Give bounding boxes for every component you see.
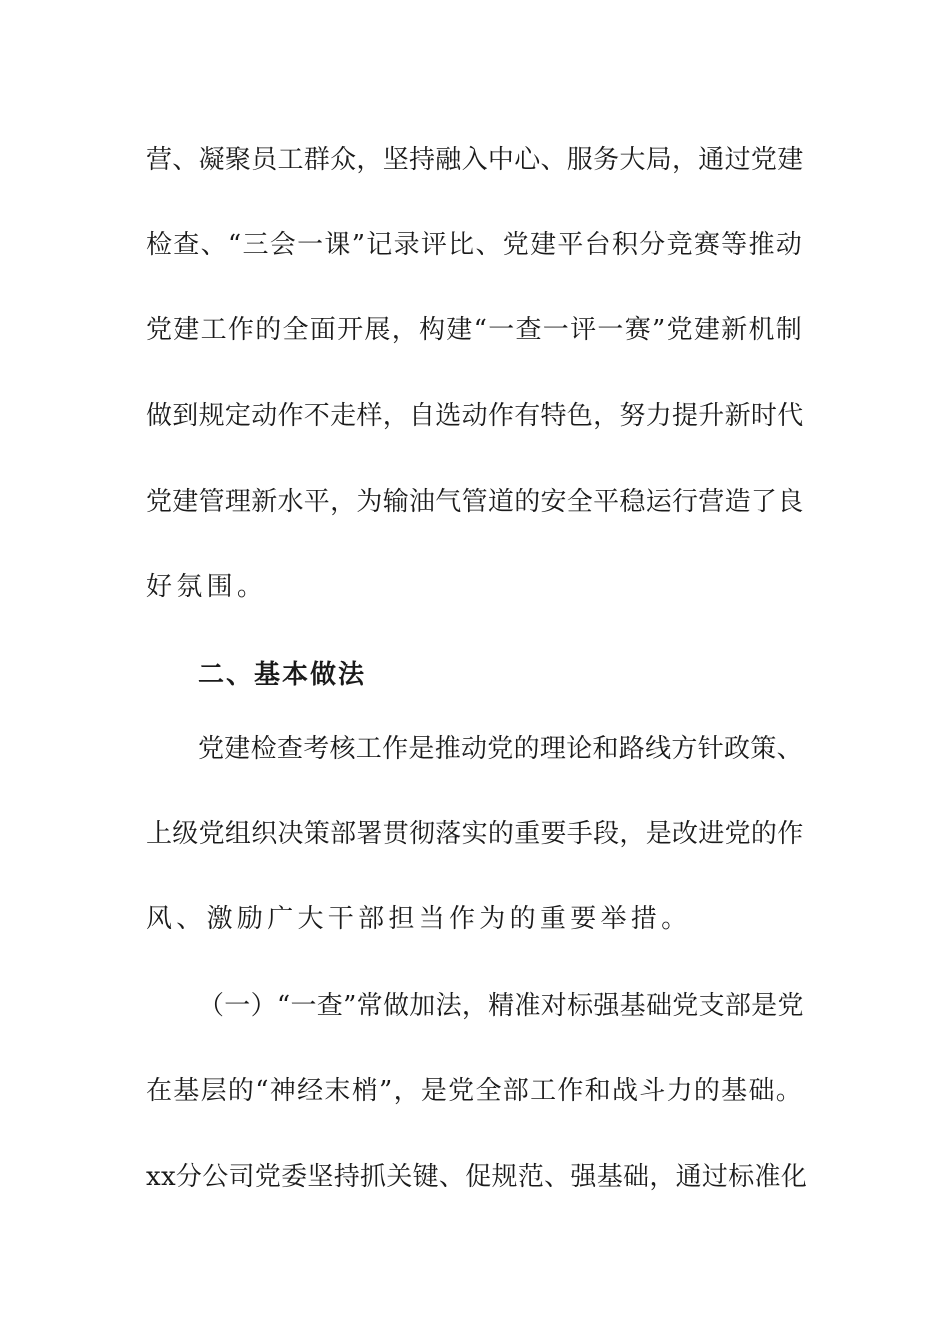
body-text-line: 党建管理新水平，为输油气管道的安全平稳运行营造了良 <box>146 487 804 517</box>
body-text-line: 风、激励广大干部担当作为的重要举措。 <box>146 904 692 934</box>
body-text-line: 好氛围。 <box>146 572 268 602</box>
section-heading: 二、基本做法 <box>198 660 367 690</box>
body-text-line: xx分公司党委坚持抓关键、促规范、强基础，通过标准化 <box>146 1162 808 1192</box>
body-text-line: 上级党组织决策部署贯彻落实的重要手段，是改进党的作 <box>146 819 804 849</box>
body-text-line: 营、凝聚员工群众，坚持融入中心、服务大局，通过党建 <box>146 145 804 175</box>
body-text-line: 检查、“三会一课”记录评比、党建平台积分竞赛等推动 <box>146 230 804 260</box>
body-text-line: （一）“一查”常做加法，精准对标强基础党支部是党 <box>198 991 804 1021</box>
body-text-line: 在基层的“神经末梢”，是党全部工作和战斗力的基础。 <box>146 1076 804 1106</box>
body-text-line: 党建工作的全面开展，构建“一查一评一赛”党建新机制 <box>146 315 804 345</box>
body-text-line: 党建检查考核工作是推动党的理论和路线方针政策、 <box>198 734 803 764</box>
body-text-line: 做到规定动作不走样，自选动作有特色，努力提升新时代 <box>146 401 804 431</box>
